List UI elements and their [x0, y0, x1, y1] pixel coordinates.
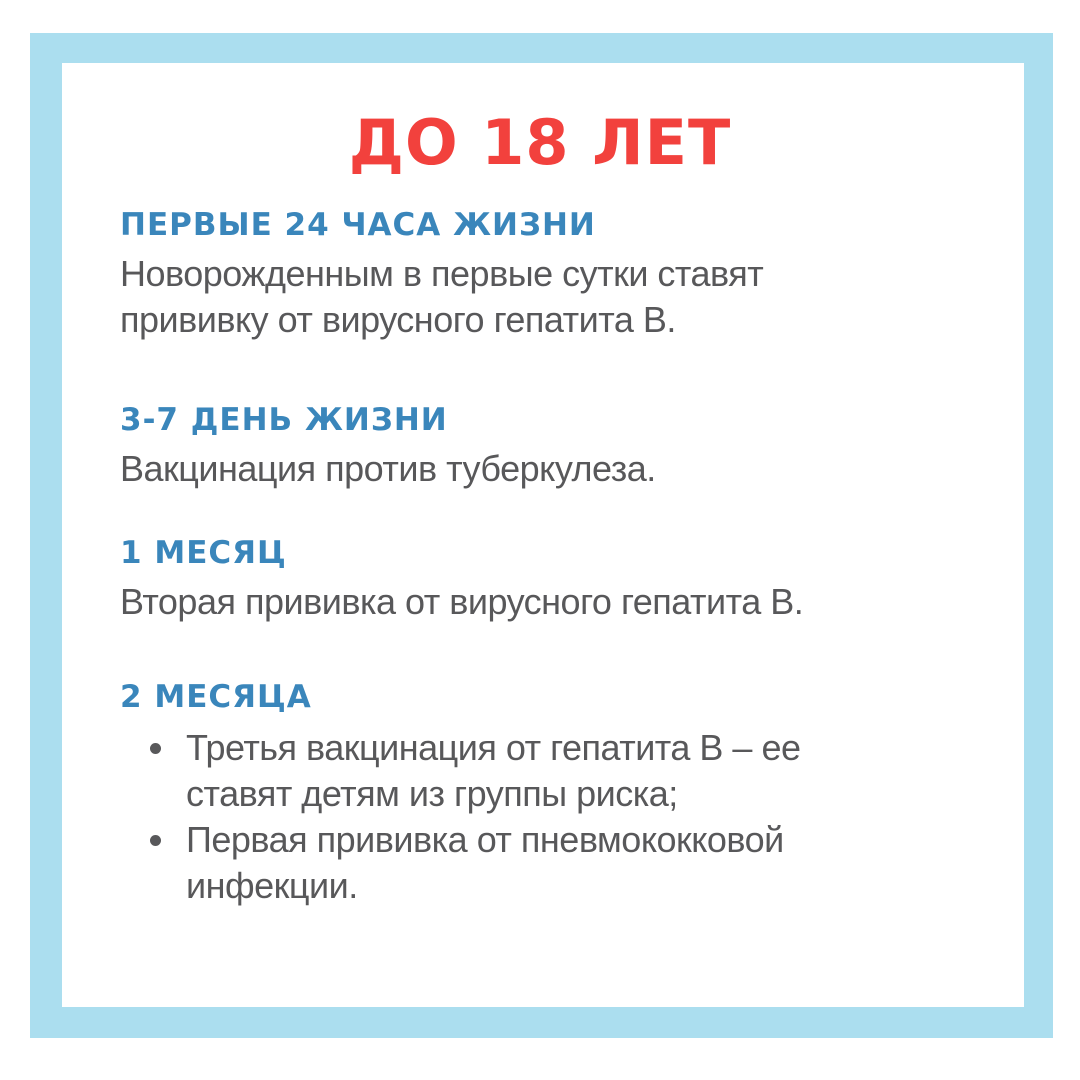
section-heading: 3-7 ДЕНЬ ЖИЗНИ	[120, 402, 448, 438]
section-heading: ПЕРВЫЕ 24 ЧАСА ЖИЗНИ	[120, 207, 596, 243]
section-first-24-hours	[120, 205, 1000, 343]
list-item-text: Первая прививка от пневмококковой инфекции.	[186, 819, 784, 906]
section-text: Вторая прививка от вирусного гепатита В.	[120, 581, 804, 622]
list-item	[120, 725, 906, 817]
bullet-icon	[150, 835, 161, 846]
section-heading: 2 МЕСЯЦА	[120, 679, 312, 715]
bullet-list	[120, 725, 1000, 909]
list-item	[120, 817, 926, 909]
section-2-months	[120, 677, 1000, 909]
section-1-month	[120, 533, 1000, 625]
bullet-icon	[150, 743, 161, 754]
section-heading: 1 МЕСЯЦ	[120, 535, 287, 571]
section-3-7-days	[120, 400, 1000, 492]
section-text: Новорожденным в первые сутки ставят прививку от вирусного гепатита В.	[120, 253, 764, 340]
list-item-text: Третья вакцинация от гепатита В – ее ставят детям из группы риска;	[186, 727, 801, 814]
section-text: Вакцинация против туберкулеза.	[120, 448, 656, 489]
page-title: ДО 18 ЛЕТ	[348, 106, 732, 179]
